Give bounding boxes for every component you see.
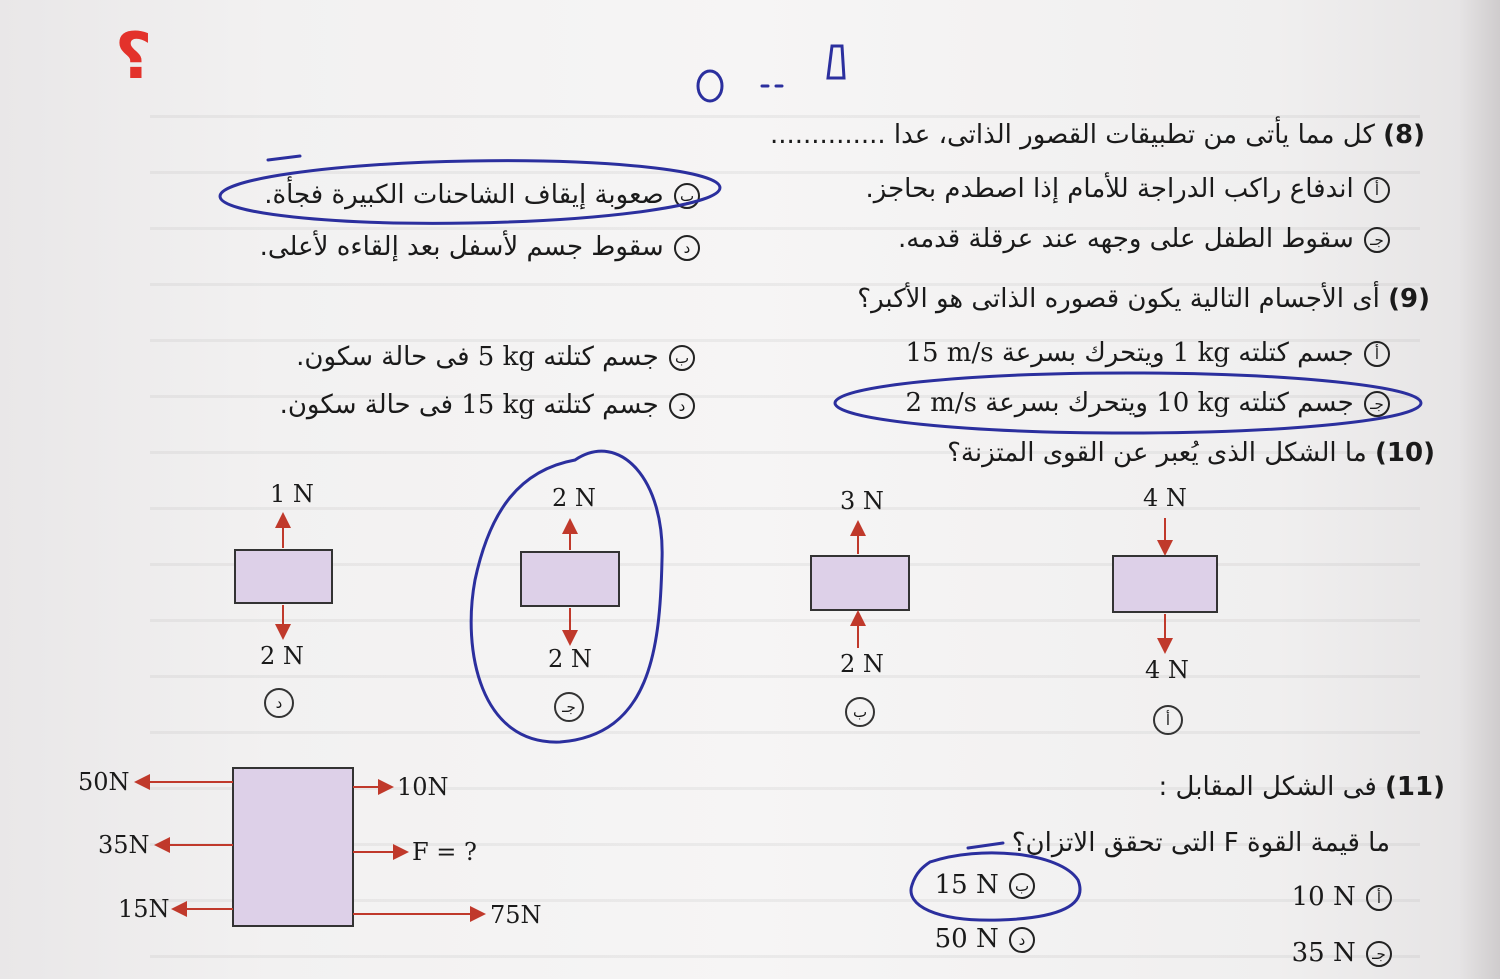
q10-d-letter[interactable]: د [264,688,294,718]
block-icon [233,768,353,926]
option-letter: ب [669,345,695,371]
pen-stroke [968,843,1003,848]
q8-text: كل مما يأتى من تطبيقات القصور الذاتى، عدا .............. [769,120,1375,150]
block-icon [811,556,909,610]
q9-option-c[interactable]: جـ جسم كتلته 10 kg ويتحرك بسرعة 2 m/s [905,386,1390,420]
option-letter: د [674,235,700,261]
q10-number: (10) [1375,438,1435,468]
q11-number: (11) [1385,772,1445,802]
option-letter: جـ [1366,941,1392,967]
option-letter: ب [674,183,700,209]
option-letter: د [669,393,695,419]
q10-d-top-label: 1 N [270,480,314,508]
force-label-35n: 35N [98,831,150,859]
force-label-f: F = ? [412,838,477,866]
q10-c-top-label: 2 N [552,484,596,512]
q10-a-top-label: 4 N [1143,484,1187,512]
q9-option-d[interactable]: د جسم كتلته 15 kg فى حالة سكون. [280,388,695,422]
q9-option-b[interactable]: ب جسم كتلته 5 kg فى حالة سكون. [296,340,695,374]
q10-b-top-label: 3 N [840,487,884,515]
scribble-o [698,71,722,101]
q10-figure-c [521,522,619,642]
option-letter: ب [1009,873,1035,899]
q10-c-bottom-label: 2 N [548,645,592,673]
q10-b-letter[interactable]: ب [845,697,875,727]
q11-option-a[interactable]: أ 10 N [1292,880,1392,914]
option-letter: جـ [1364,391,1390,417]
q11-option-d[interactable]: د 50 N [935,922,1035,956]
q11-sub: ما قيمة القوة F التى تحقق الاتزان؟ [1011,828,1390,858]
answer-circle-q9 [835,373,1421,433]
q10-figure-a [1113,518,1217,650]
q10-d-bottom-label: 2 N [260,642,304,670]
scribble-d [828,46,844,78]
option-letter: د [1009,927,1035,953]
q11-option-b[interactable]: ب 15 N [935,868,1035,902]
q8-number: (8) [1383,120,1425,150]
answer-circle-q11 [911,853,1080,920]
q8-option-d[interactable]: د سقوط جسم لأسفل بعد إلقاءه لأعلى. [260,230,700,264]
block-icon [521,552,619,606]
q10-c-letter[interactable]: جـ [554,692,584,722]
q8-option-c[interactable]: جـ سقوط الطفل على وجهه عند عرقلة قدمه. [898,222,1390,256]
q9-text: أى الأجسام التالية يكون قصوره الذاتى هو الأكبر؟ [857,284,1380,314]
force-label-15n: 15N [118,895,170,923]
block-icon [235,550,332,603]
force-label-10n: 10N [397,773,449,801]
force-label-75n: 75N [490,901,542,929]
pen-stroke [268,156,300,160]
q8-option-b[interactable]: ب صعوبة إيقاف الشاحنات الكبيرة فجأة. [264,178,700,212]
force-label-50n: 50N [78,768,130,796]
option-letter: جـ [1364,227,1390,253]
q11-option-c[interactable]: جـ 35 N [1292,936,1392,970]
q10-b-bottom-label: 2 N [840,650,884,678]
answer-circle-q8 [219,157,720,228]
block-icon [1113,556,1217,612]
option-letter: أ [1364,177,1390,203]
q10-figure-d [235,516,332,636]
q8-option-a[interactable]: أ اندفاع راكب الدراجة للأمام إذا اصطدم بحاجز. [865,172,1390,206]
q11-text: فى الشكل المقابل : [1158,772,1377,802]
q10-a-bottom-label: 4 N [1145,656,1189,684]
question-mark-logo: ؟ [115,20,153,94]
q10-figure-b [811,524,909,648]
option-letter: أ [1366,885,1392,911]
q9-option-a[interactable]: أ جسم كتلته 1 kg ويتحرك بسرعة 15 m/s [905,336,1390,370]
option-letter: أ [1364,341,1390,367]
q10-a-letter[interactable]: أ [1153,705,1183,735]
q9-number: (9) [1388,284,1430,314]
q10-text: ما الشكل الذى يُعبر عن القوى المتزنة؟ [947,438,1367,468]
